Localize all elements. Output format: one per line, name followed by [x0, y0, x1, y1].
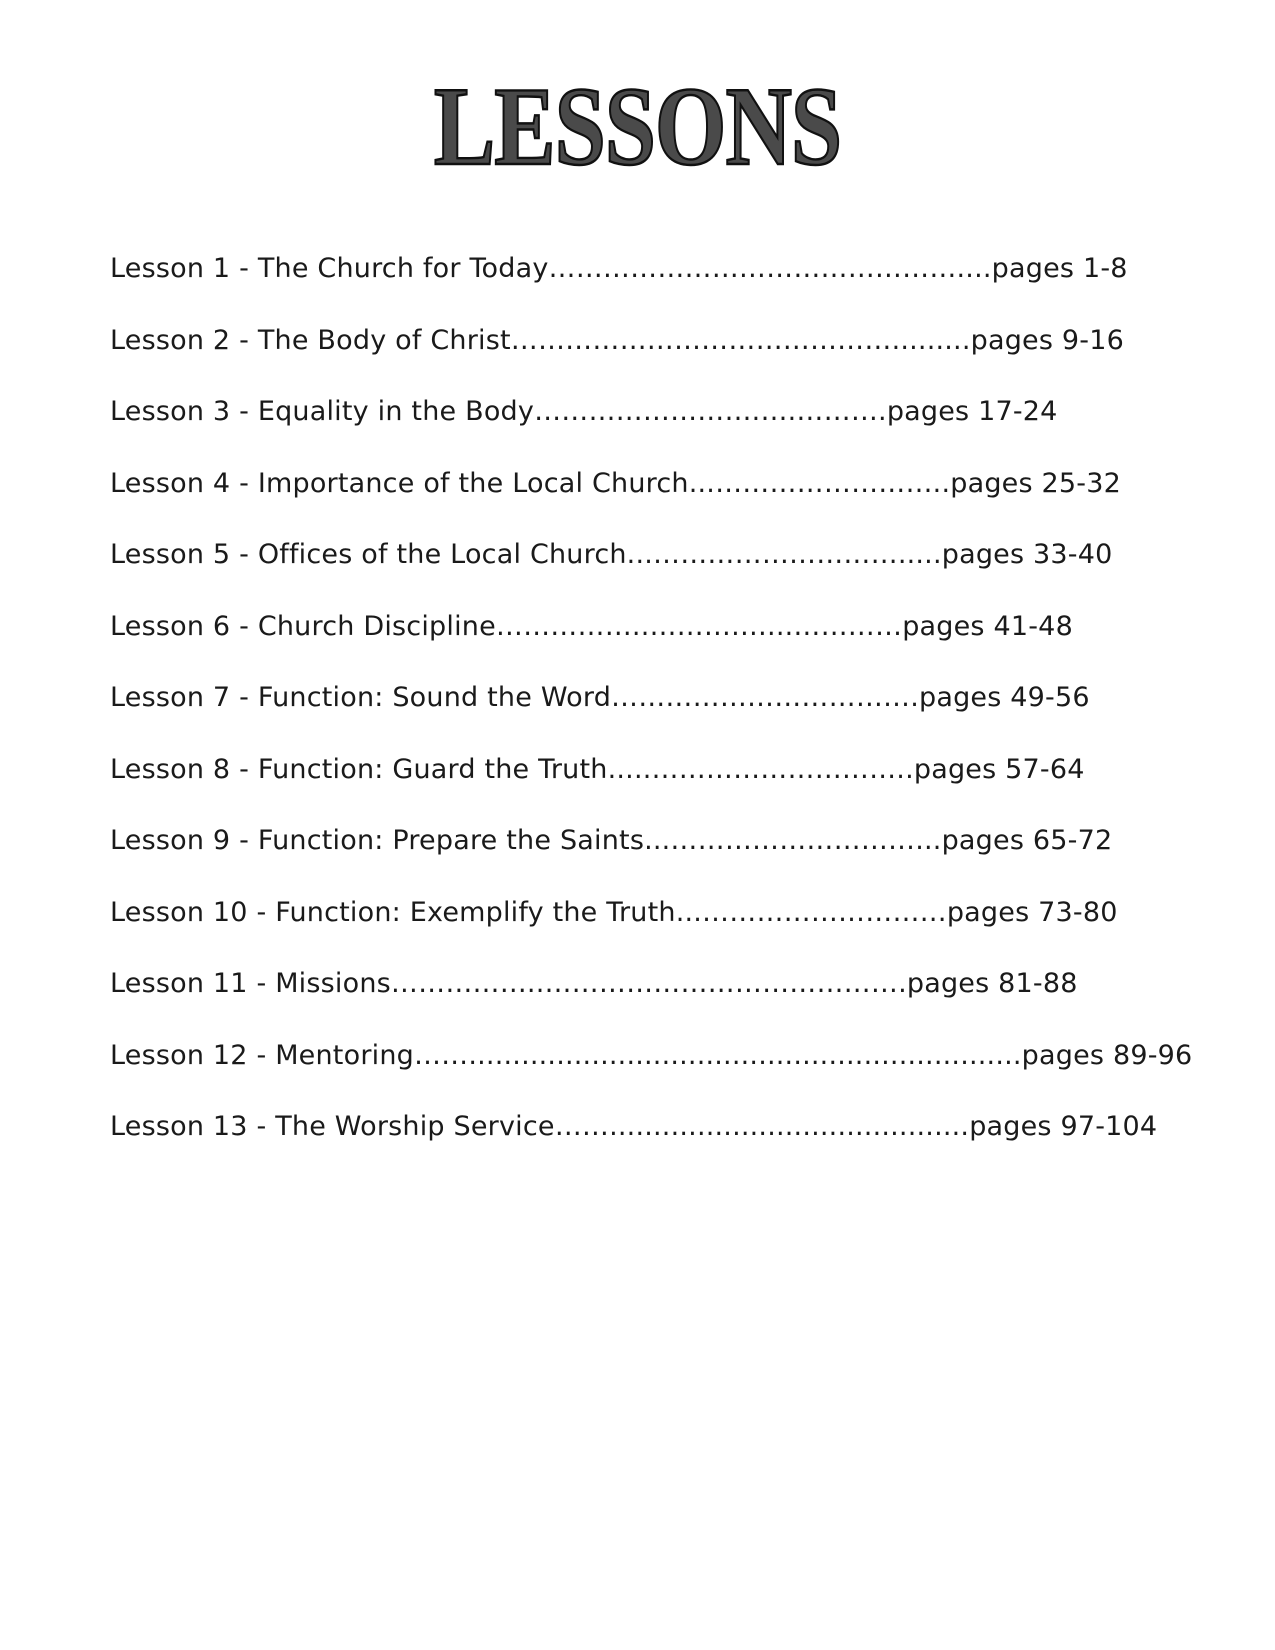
toc-entry-lesson-6: [110, 612, 1170, 684]
toc-entry-lesson-5: [110, 540, 1170, 612]
toc-entry-text: Lesson 13 - The Worship Service…….........................................pages 97-104: [110, 1111, 1158, 1142]
toc-entry-text: Lesson 10 - Function: Exemplify the Truth...………………………pages 73-80: [110, 896, 1118, 928]
toc-entry-lesson-2: [110, 326, 1170, 398]
toc-entry-text: Lesson 5 - Offices of the Local Church...……………………….....pages 33-40: [110, 539, 1113, 570]
table-of-contents: [110, 253, 1193, 1184]
page-header: [0, 63, 1275, 189]
toc-entry-lesson-1: [110, 254, 1170, 326]
toc-entry-lesson-12: [110, 1039, 1193, 1113]
toc-entry-lesson-10: [110, 898, 1170, 970]
toc-entry-lesson-3: [110, 397, 1170, 469]
toc-entry-text: Lesson 11 - Missions……………..………………………………….pages 81-88: [110, 968, 1078, 999]
toc-entry-text: Lesson 2 - The Body of Christ…………………………………….........pages 9-16: [110, 324, 1124, 356]
toc-entry-text: Lesson 4 - Importance of the Local Church...……………………..pages 25-32: [110, 467, 1121, 499]
toc-entry-text: Lesson 7 - Function: Sound the Word…………………………….pages 49-56: [110, 682, 1090, 713]
toc-entry-lesson-9: [110, 826, 1170, 898]
toc-entry-lesson-11: [110, 969, 1170, 1041]
toc-entry-text: Lesson 1 - The Church for Today………………………………………....pages 1-8: [110, 253, 1128, 284]
toc-entry-lesson-4: [110, 469, 1170, 541]
toc-entry-text: Lesson 9 - Function: Prepare the Saints...………………………...pages 65-72: [110, 825, 1113, 856]
toc-entry-text: Lesson 6 - Church Discipline……………..……….…...…………pages 41-48: [110, 610, 1073, 642]
toc-entry-lesson-8: [110, 755, 1170, 827]
toc-entry-text: Lesson 3 - Equality in the Body…………………….….……….pages 17-24: [110, 396, 1058, 427]
toc-entry-text: Lesson 8 - Function: Guard the Truth.....………………………..pages 57-64: [110, 753, 1085, 785]
toc-entry-lesson-13: [110, 1112, 1170, 1184]
toc-entry-lesson-7: [110, 683, 1170, 755]
page-title: LESSONS: [433, 63, 842, 189]
toc-entry-text: Lesson 12 - Mentoring……...............................................................pages 89-96: [110, 1039, 1193, 1071]
